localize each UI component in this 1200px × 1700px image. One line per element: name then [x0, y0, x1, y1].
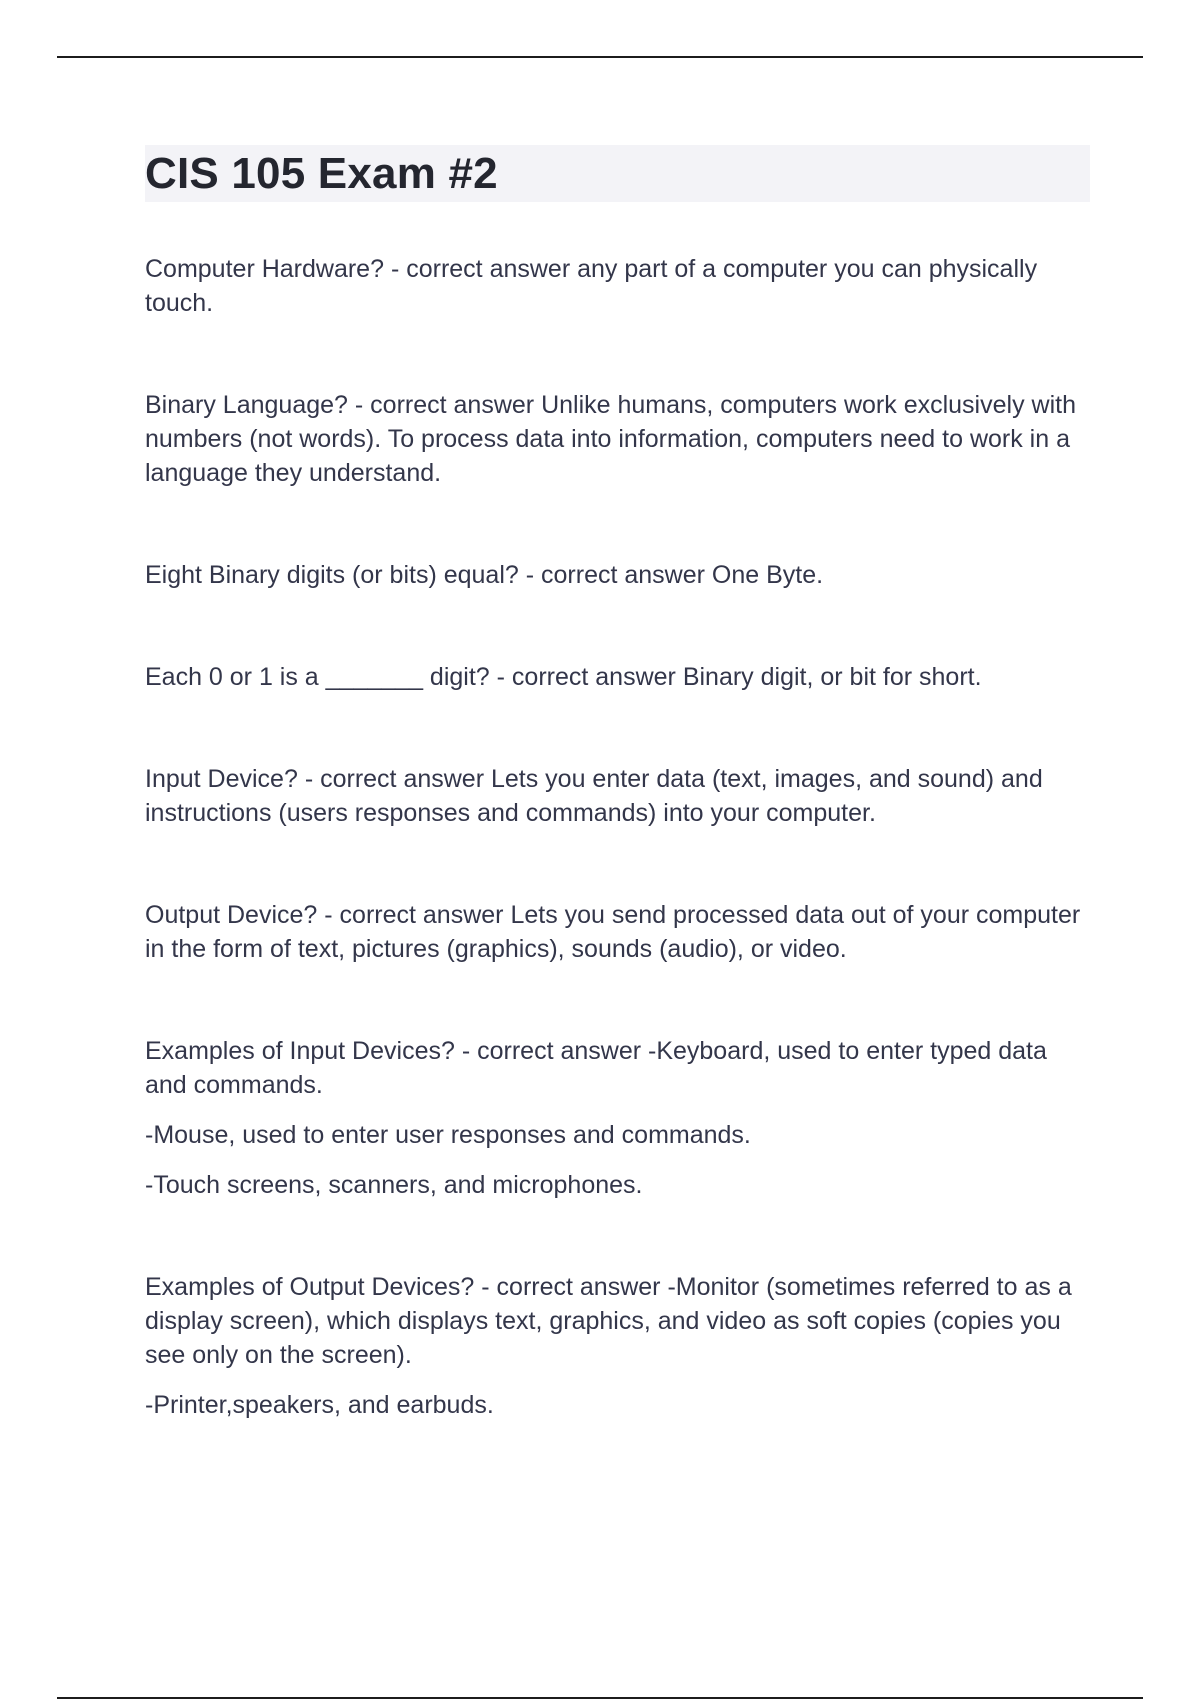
- answer-continuation: -Mouse, used to enter user responses and commands.: [145, 1121, 751, 1149]
- qa-text: [145, 762, 1090, 830]
- answer-separator: - correct answer: [384, 255, 578, 283]
- qa-list: [145, 252, 1090, 1422]
- answer: Lets you enter data (text, images, and sound) and instructions (users responses and commands) into your computer.: [145, 765, 1050, 827]
- question: Output Device?: [145, 901, 318, 929]
- qa-text: [145, 252, 1090, 320]
- qa-text: [145, 1034, 1090, 1102]
- answer: Unlike humans, computers work exclusively with numbers (not words). To process data into information, computers need to work in a language they understand.: [145, 391, 1083, 487]
- answer-separator: - correct answer: [474, 1273, 668, 1301]
- top-rule: [57, 56, 1143, 58]
- answer-separator: - correct answer: [297, 765, 491, 793]
- qa-item: [145, 762, 1090, 830]
- page-title: CIS 105 Exam #2: [145, 148, 498, 198]
- qa-text: [145, 660, 1090, 694]
- answer-continuation: -Touch screens, scanners, and microphones.: [145, 1171, 643, 1199]
- qa-item: [145, 1034, 1090, 1202]
- answer: -Keyboard, used to enter typed data and commands.: [145, 1037, 1054, 1099]
- answer-continuation: -Printer,speakers, and earbuds.: [145, 1391, 494, 1419]
- bottom-rule: [57, 1697, 1143, 1699]
- question: Computer Hardware?: [145, 255, 384, 283]
- question: Examples of Input Devices?: [145, 1037, 455, 1065]
- question: Binary Language?: [145, 391, 348, 419]
- answer: -Monitor (sometimes referred to as a display screen), which displays text, graphics, and video as soft copies (copies you see only on the screen).: [145, 1273, 1079, 1369]
- answer-separator: - correct answer: [518, 561, 712, 589]
- answer: any part of a computer you can physically touch.: [145, 255, 1045, 317]
- qa-item: [145, 1270, 1090, 1422]
- question: Examples of Output Devices?: [145, 1273, 475, 1301]
- question: Input Device?: [145, 765, 298, 793]
- answer-separator: - correct answer: [454, 1037, 648, 1065]
- qa-item: [145, 898, 1090, 966]
- qa-item: [145, 558, 1090, 592]
- qa-text: [145, 1270, 1090, 1372]
- answer: One Byte.: [711, 561, 824, 589]
- qa-text: [145, 558, 1090, 592]
- answer: Binary digit, or bit for short.: [682, 663, 982, 691]
- question: Eight Binary digits (or bits) equal?: [145, 561, 519, 589]
- qa-text: [145, 388, 1090, 490]
- answer-separator: - correct answer: [347, 391, 542, 419]
- answer-separator: - correct answer: [317, 901, 511, 929]
- question: Each 0 or 1 is a _______ digit?: [145, 663, 490, 691]
- qa-text: [145, 898, 1090, 966]
- answer-separator: - correct answer: [489, 663, 683, 691]
- qa-item: [145, 388, 1090, 490]
- document-body: [145, 145, 1090, 1490]
- answer: Lets you send processed data out of your computer in the form of text, pictures (graphics), sounds (audio), or video.: [145, 901, 1088, 963]
- qa-item: [145, 660, 1090, 694]
- qa-item: [145, 252, 1090, 320]
- title-band: [145, 145, 1090, 202]
